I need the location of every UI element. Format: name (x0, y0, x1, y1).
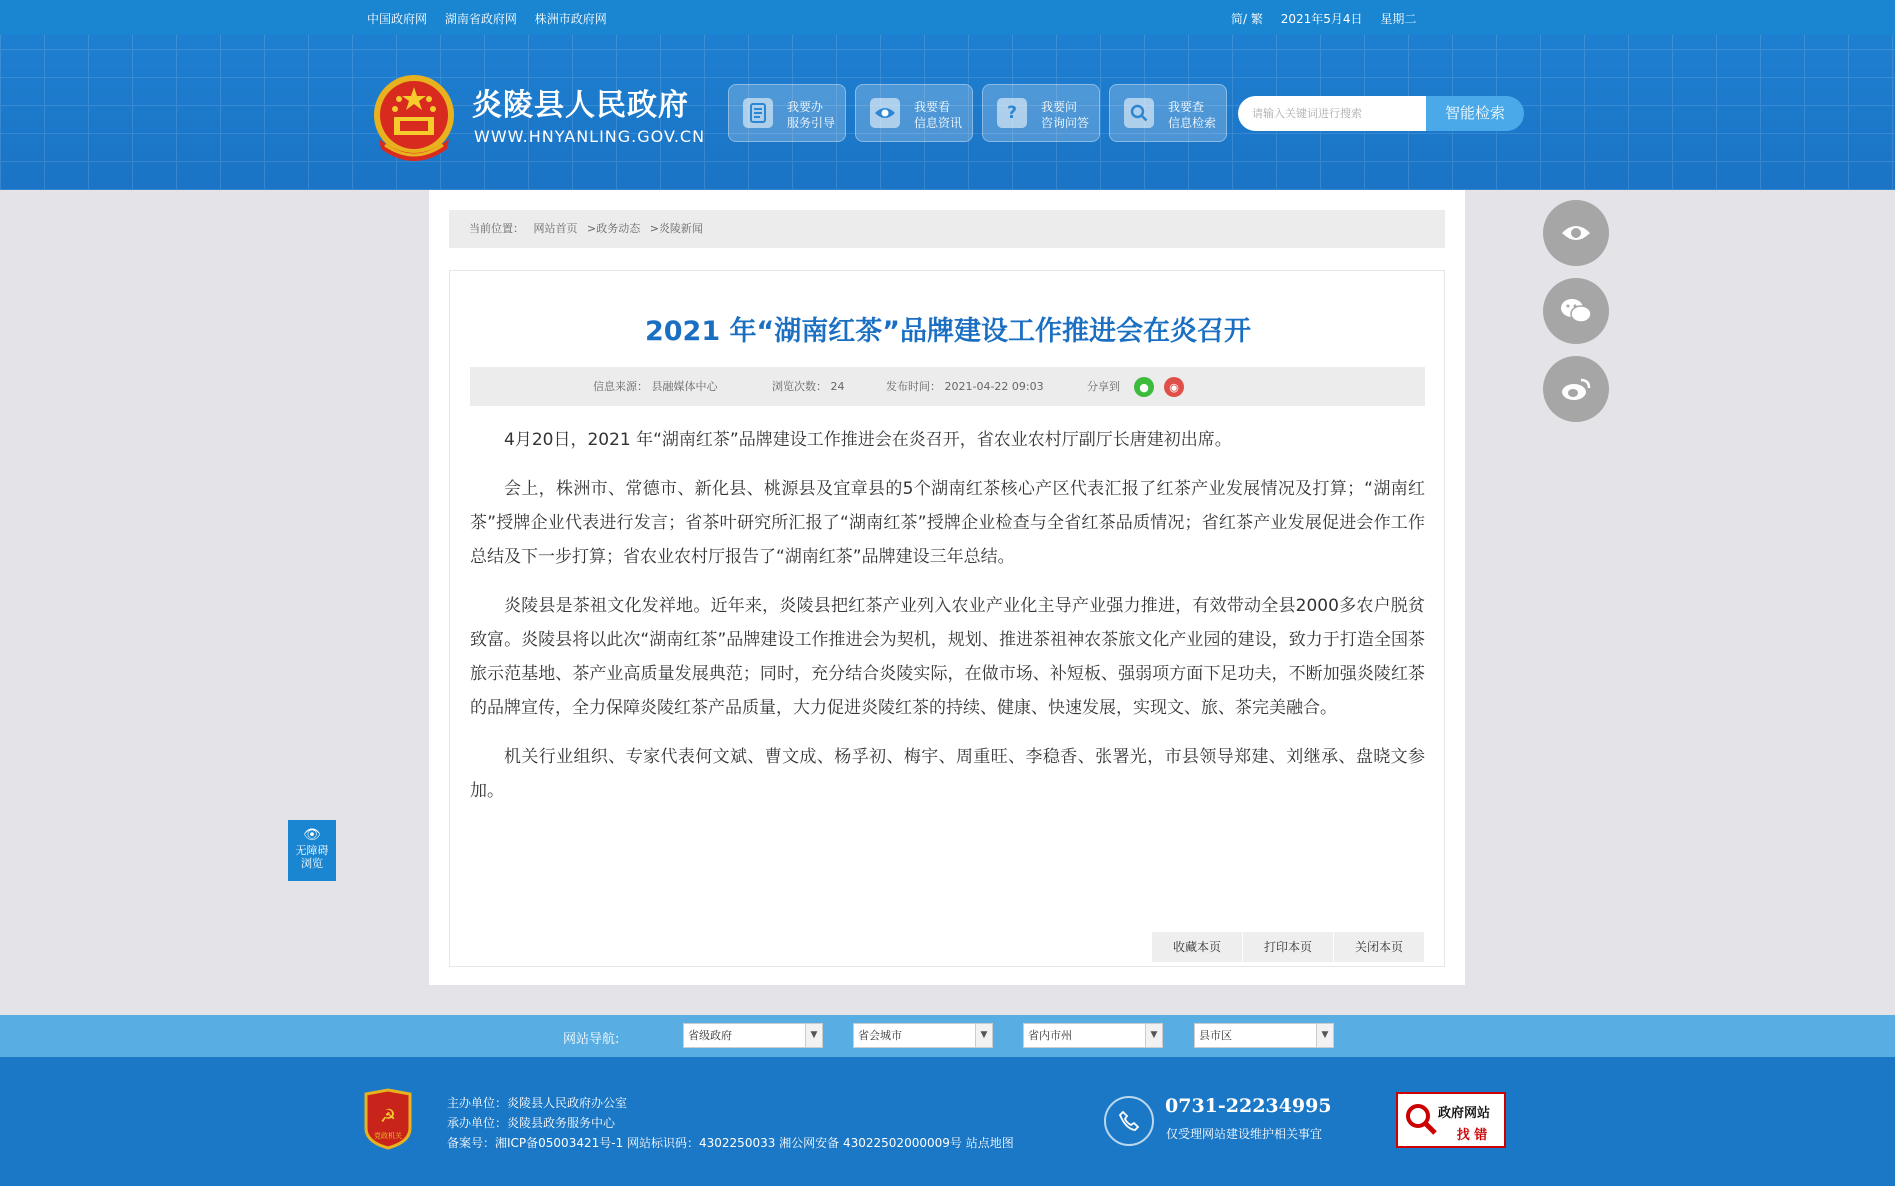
search-button[interactable]: 智能检索 (1426, 96, 1524, 131)
eye-icon: 👁 (303, 827, 321, 843)
select-province-cities[interactable] (1023, 1023, 1163, 1048)
national-emblem-icon[interactable] (367, 69, 462, 169)
article-paragraph: 炎陵县是茶祖文化发祥地。近年来，炎陵县把红茶产业列入农业产业化主导产业强力推进，有效带动全县2000多农户脱贫致富。炎陵县将以此次“湖南红茶”品牌建设工作推进会为契机，规划、推进茶祖神农茶旅文化产业园的建设，致力于打造全国茶旅示范基地、茶产业高质量发展典范；同时，充分结合炎陵实际，在做市场、补短板、强弱项方面下足功夫，不断加强炎陵红茶的品牌宣传，全力保障炎陵红茶产品质量，大力促进炎陵红茶的持续、健康、快速发展，实现文、旅、茶完美融合。 (470, 596, 1425, 718)
weekday-text: 星期二 (1380, 12, 1417, 26)
chevron-down-icon: ▼ (1145, 1024, 1162, 1047)
quick-btn-sublabel: 信息检索 (1168, 116, 1217, 130)
select-value: 省会城市 (858, 1029, 902, 1042)
quick-btn-label: 我要查 (1168, 100, 1205, 114)
select-province-gov[interactable] (683, 1023, 823, 1048)
footer-phone-note: 仅受理网站建设维护相关事宜 (1166, 1127, 1323, 1141)
footer-host: 主办单位：炎陵县人民政府办公室 (447, 1096, 628, 1110)
article (449, 270, 1445, 967)
article-meta (470, 367, 1425, 406)
select-value: 省内市州 (1028, 1029, 1072, 1042)
meta-views: 浏览次数： 24 (772, 380, 845, 393)
svg-text:☭: ☭ (379, 1106, 397, 1127)
quick-btn-sublabel: 服务引导 (787, 116, 836, 130)
wechat-icon (1560, 298, 1592, 324)
site-name[interactable]: 炎陵县人民政府 (472, 88, 689, 123)
accessibility-label-2: 浏览 (301, 857, 323, 870)
quick-btn-ask[interactable] (982, 84, 1100, 142)
article-title: 2021 年“湖南红茶”品牌建设工作推进会在炎召开 (644, 316, 1252, 347)
magnifier-icon (1404, 1102, 1438, 1136)
quick-btn-info[interactable] (855, 84, 973, 142)
eye-icon (1561, 224, 1591, 242)
site-domain: WWW.HNYANLING.GOV.CN (474, 127, 706, 146)
site-nav-bar (0, 1015, 1895, 1057)
breadcrumb-label: 当前位置： (469, 222, 524, 235)
article-paragraph: 4月20日，2021 年“湖南红茶”品牌建设工作推进会在炎召开，省农业农村厅副厅长唐建初出席。 (504, 430, 1232, 450)
document-icon (743, 98, 773, 128)
top-right (1231, 10, 1430, 27)
top-links (367, 10, 621, 27)
side-weibo-button[interactable] (1543, 356, 1609, 422)
breadcrumb-home[interactable]: 网站首页 (533, 222, 578, 235)
accessibility-label-1: 无障碍 (295, 844, 329, 857)
accessibility-button[interactable] (288, 820, 336, 881)
gov-site-error-report[interactable] (1396, 1092, 1506, 1148)
breadcrumb-news[interactable]: >政务动态 (587, 222, 641, 235)
footer-phone: 0731-22234995 (1165, 1095, 1332, 1117)
quick-btn-sublabel: 咨询问答 (1041, 116, 1090, 130)
lang-toggle[interactable]: 简/ 繁 (1231, 12, 1263, 26)
site-nav-label: 网站导航: (563, 1032, 620, 1047)
phone-icon (1104, 1096, 1154, 1146)
site-footer (0, 1057, 1895, 1186)
article-actions (1151, 932, 1424, 962)
date-text: 2021年5月4日 (1280, 12, 1363, 26)
site-header (0, 35, 1895, 190)
main-content (429, 190, 1465, 985)
chevron-down-icon: ▼ (1316, 1024, 1333, 1047)
question-icon: ? (997, 98, 1027, 128)
weibo-share-icon[interactable]: ◉ (1164, 377, 1184, 397)
article-paragraph: 机关行业组织、专家代表何文斌、曹文成、杨孚初、梅宇、周重旺、李稳香、张署光，市县领导郑建、刘继承、盘晓文参加。 (470, 747, 1425, 801)
favorite-button[interactable]: 收藏本页 (1152, 932, 1242, 962)
link-hunan-gov[interactable]: 湖南省政府网 (444, 12, 517, 26)
select-value: 县市区 (1199, 1029, 1232, 1042)
weibo-icon (1561, 377, 1591, 401)
link-gov-cn[interactable]: 中国政府网 (367, 12, 428, 26)
search-input[interactable]: 请输入关键词进行搜索 (1238, 96, 1426, 131)
wechat-share-icon[interactable]: ● (1134, 377, 1154, 397)
error-report-title: 政府网站 (1438, 1106, 1491, 1121)
footer-info (447, 1093, 1014, 1153)
footer-logo-text: 党政机关 (374, 1132, 402, 1140)
article-paragraph: 会上，株洲市、常德市、新化县、桃源县及宜章县的5个湖南红茶核心产区代表汇报了红茶产业发展情况及打算；“湖南红茶”授牌企业代表进行发言；省茶叶研究所汇报了“湖南红茶”授牌企业检查与全省红茶品质情况；省红茶产业发展促进会作工作总结及下一步打算；省农业农村厅报告了“湖南红茶”品牌建设三年总结。 (470, 479, 1425, 567)
share-label: 分享到 (1087, 380, 1120, 393)
quick-btn-label: 我要看 (914, 100, 951, 114)
chevron-down-icon: ▼ (975, 1024, 992, 1047)
quick-btn-sublabel: 信息资讯 (914, 116, 963, 130)
side-wechat-button[interactable] (1543, 278, 1609, 344)
select-value: 省级政府 (688, 1029, 732, 1042)
error-report-label: 找 错 (1443, 1124, 1501, 1142)
breadcrumb (449, 210, 1445, 248)
close-page-button[interactable]: 关闭本页 (1334, 932, 1424, 962)
top-bar (0, 0, 1895, 35)
footer-operator: 承办单位：炎陵县政务服务中心 (447, 1116, 616, 1130)
party-gov-logo-icon[interactable] (362, 1088, 414, 1150)
quick-btn-label: 我要问 (1041, 100, 1078, 114)
search-icon (1124, 98, 1154, 128)
footer-record[interactable]: 备案号：湘ICP备05003421号-1 网站标识码：4302250033 湘公网安备 43022502000009号 站点地图 (447, 1136, 1014, 1150)
quick-btn-service[interactable] (728, 84, 846, 142)
select-counties[interactable] (1194, 1023, 1334, 1048)
quick-btn-search[interactable] (1109, 84, 1227, 142)
meta-source: 信息来源： 县融媒体中心 (593, 380, 718, 393)
breadcrumb-local[interactable]: >炎陵新闻 (649, 222, 703, 235)
select-capital-city[interactable] (853, 1023, 993, 1048)
meta-date: 发布时间： 2021-04-22 09:03 (886, 380, 1044, 393)
side-eye-button[interactable] (1543, 200, 1609, 266)
chevron-down-icon: ▼ (805, 1024, 822, 1047)
quick-btn-label: 我要办 (787, 100, 824, 114)
eye-icon (870, 98, 900, 128)
link-zhuzhou-gov[interactable]: 株洲市政府网 (534, 12, 607, 26)
article-body (470, 423, 1425, 823)
print-button[interactable]: 打印本页 (1243, 932, 1333, 962)
